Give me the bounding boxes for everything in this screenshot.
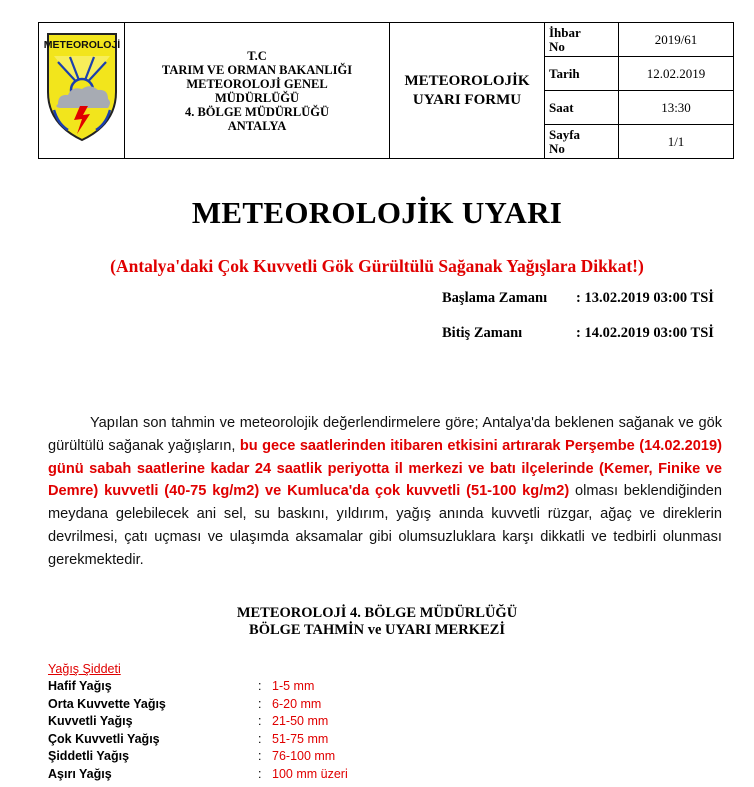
scale-value: 1-5 mm [272, 679, 315, 693]
header-table [38, 22, 734, 159]
signature-line-1: METEOROLOJİ 4. BÖLGE MÜDÜRLÜĞÜ [236, 605, 518, 621]
scale-row: Kuvvetli Yağış : 21-50 mm [48, 713, 121, 731]
scale-row: Şiddetli Yağış : 76-100 mm [48, 748, 121, 766]
field-value-sayfa: 1/1 [619, 125, 734, 159]
scale-value: 100 mm üzeri [272, 766, 348, 781]
warning-body [48, 412, 722, 572]
scale-value: 51-75 mm [272, 731, 329, 746]
org-line: ANTALYA [227, 118, 287, 133]
field-label-line: Sayfa [549, 126, 581, 142]
scale-label: Şiddetli Yağış [48, 749, 130, 763]
organization-cell [125, 23, 390, 159]
scale-title: Yağış Şiddeti [48, 662, 121, 676]
form-title-line-1: METEOROLOJİK [404, 72, 530, 89]
org-line: METEOROLOJİ GENEL [186, 76, 328, 91]
scale-row: Hafif Yağış : 1-5 mm [48, 678, 121, 696]
scale-row: Aşırı Yağış : 100 mm üzeri [48, 766, 121, 784]
field-label-sayfa [545, 125, 619, 159]
field-label-line: İhbar [549, 24, 581, 40]
signature-block [0, 605, 754, 639]
logo-cell [39, 23, 125, 159]
org-line: 4. BÖLGE MÜDÜRLÜĞÜ [184, 104, 330, 119]
field-value-ihbar: 2019/61 [619, 23, 734, 57]
end-time-label: Bitiş Zamanı [442, 325, 523, 341]
start-time-label: Başlama Zamanı [442, 290, 548, 306]
end-time-value: : 14.02.2019 03:00 TSİ [576, 325, 714, 341]
scale-value: 76-100 mm [272, 749, 336, 763]
warning-subtitle: (Antalya'daki Çok Kuvvetli Gök Gürültülü Sağanak Yağışlara Dikkat!) [110, 256, 644, 276]
field-value-saat: 13:30 [619, 91, 734, 125]
scale-row: Orta Kuvvette Yağış : 6-20 mm [48, 696, 121, 714]
scale-label: Kuvvetli Yağış [48, 714, 133, 728]
field-label-line: No [549, 38, 565, 54]
field-label-saat: Saat [545, 91, 619, 125]
rain-intensity-scale [48, 661, 348, 783]
body-text-highlight: bu gece saatlerinden itibaren etkisini artırarak Perşembe (14.02.2019) günü sabah saatlerine kadar 24 saatlik periyotta il merkezi ve batı ilçelerinde (Kemer, Finike ve Demre) kuvvetli (40-75 kg/m2) ve Kumluca'da çok kuvvetli (51-100 kg/m2) [48, 437, 722, 500]
logo-text: METEOROLOJİ [43, 39, 120, 51]
scale-value: 6-20 mm [272, 696, 322, 711]
signature-line-2: BÖLGE TAHMİN ve UYARI MERKEZİ [249, 622, 505, 638]
field-label-line: No [549, 140, 565, 156]
field-label-ihbar [545, 23, 619, 57]
org-line: T.C [247, 48, 267, 63]
meteoroloji-logo [44, 32, 120, 144]
org-line: TARIM VE ORMAN BAKANLIĞI [161, 62, 353, 77]
org-line: MÜDÜRLÜĞÜ [214, 90, 300, 105]
scale-label: Çok Kuvvetli Yağış [48, 731, 160, 746]
form-title-cell [390, 23, 545, 159]
body-text-outro: olması beklendiğinden meydana gelebilecek ani sel, su baskını, yıldırım, yağış anında kuvvetli rüzgar, ağaç ve direklerin devrilmesi, çatı uçması ve ulaşımda aksamalar gibi olumsuzluklara karşı dikkatli ve tedbirli olunması gerekmektedir. [48, 483, 722, 568]
scale-label: Aşırı Yağış [48, 766, 112, 781]
scale-label: Hafif Yağış [48, 679, 112, 693]
scale-label: Orta Kuvvette Yağış [48, 696, 166, 711]
start-time-value: : 13.02.2019 03:00 TSİ [576, 290, 714, 306]
field-label-tarih: Tarih [545, 57, 619, 91]
body-text-intro: Yapılan son tahmin ve meteorolojik değerlendirmelere göre; Antalya'da beklenen sağanak ve gök gürültülü sağanak yağışların, [48, 415, 722, 454]
form-title-line-2: UYARI FORMU [412, 91, 522, 108]
field-value-tarih: 12.02.2019 [619, 57, 734, 91]
scale-row: Çok Kuvvetli Yağış : 51-75 mm [48, 731, 121, 749]
scale-value: 21-50 mm [272, 714, 329, 728]
page-title: METEOROLOJİK UYARI [191, 195, 563, 230]
